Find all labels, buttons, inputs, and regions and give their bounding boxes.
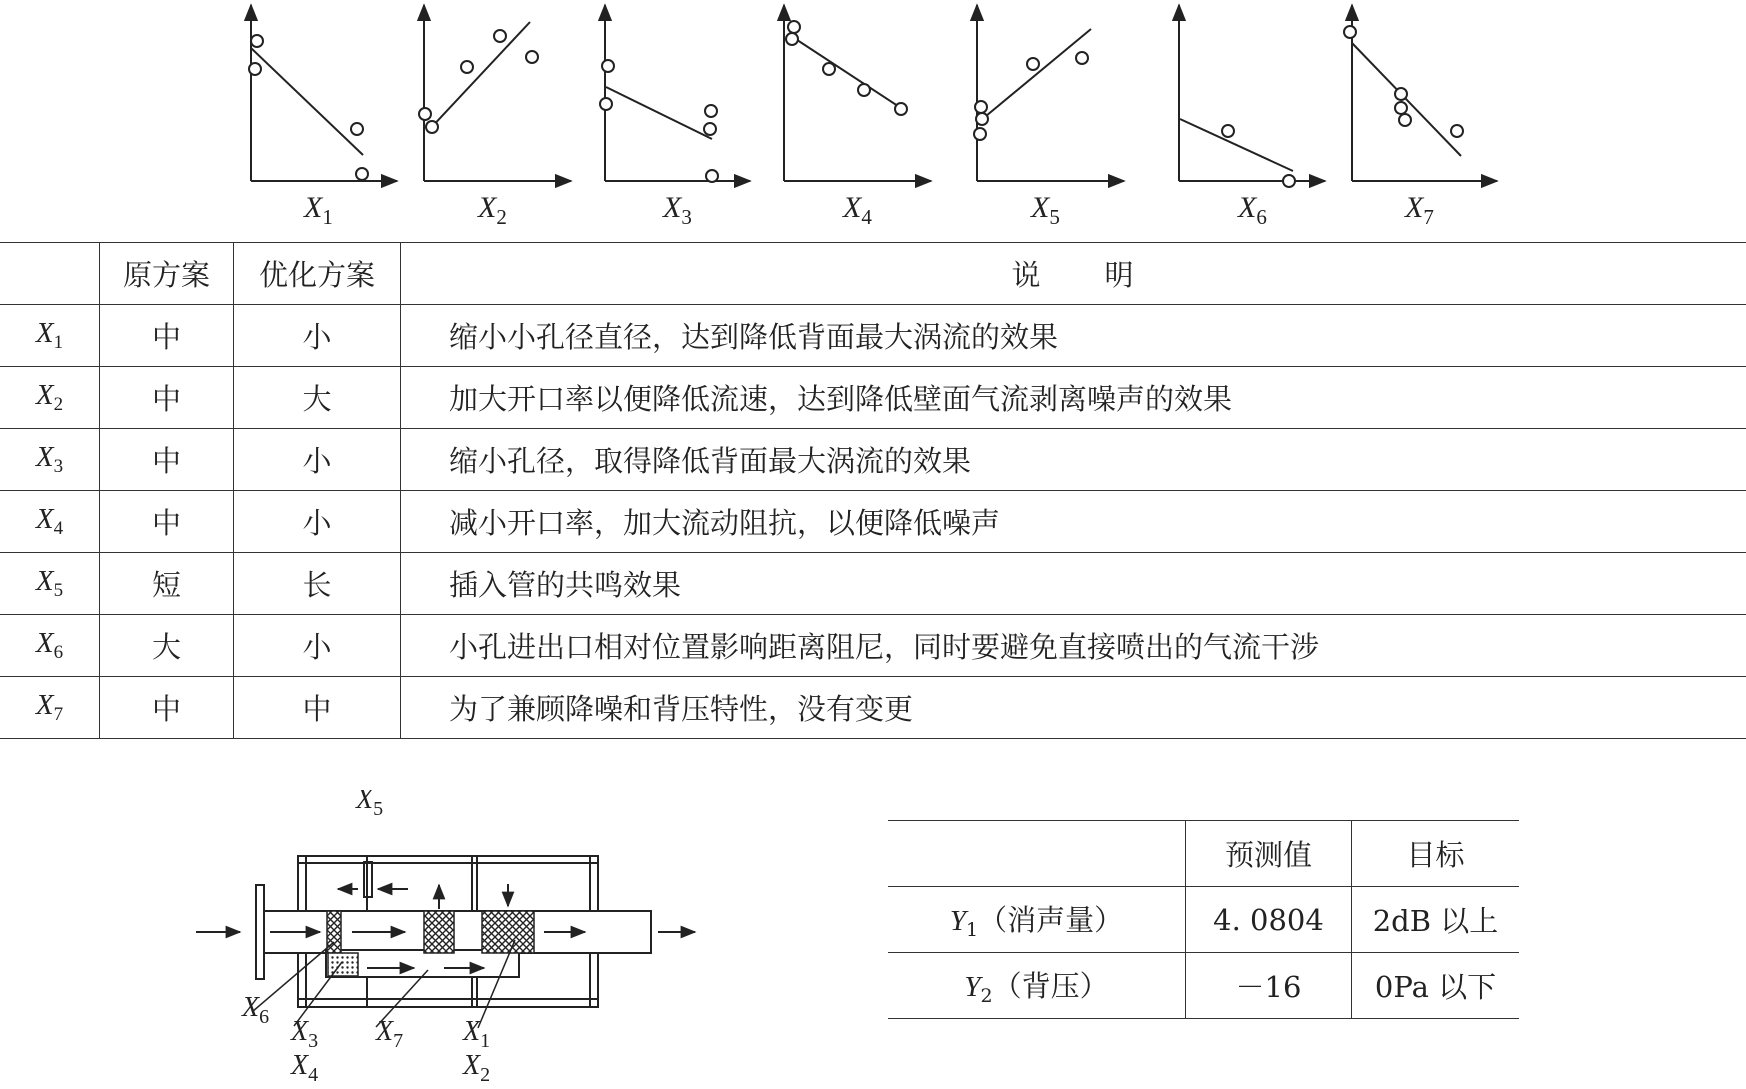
header-optimized: 优化方案	[234, 243, 401, 305]
result-predicted: 4. 0804	[1186, 887, 1352, 953]
result-target: 0Pa 以下	[1352, 953, 1520, 1019]
row-optimized: 大	[234, 367, 401, 429]
data-point	[1283, 175, 1295, 187]
data-point	[251, 35, 263, 47]
data-point	[976, 113, 988, 125]
table-header-row	[0, 243, 1746, 305]
plot-x7	[1344, 5, 1497, 181]
result-target: 2dB 以上	[1352, 887, 1520, 953]
data-point	[494, 30, 506, 42]
prediction-header-row	[888, 821, 1519, 887]
row-original: 中	[100, 305, 234, 367]
plot-label-x2: $X_2$	[478, 191, 507, 229]
data-point	[1027, 58, 1039, 70]
data-point	[1399, 114, 1411, 126]
row-optimized: 小	[234, 429, 401, 491]
result-name: $Y_2$（背压）	[888, 953, 1186, 1019]
data-point	[602, 60, 614, 72]
data-point	[419, 108, 431, 120]
data-point	[975, 101, 987, 113]
table-row	[0, 677, 1746, 739]
data-point	[704, 123, 716, 135]
plot-label-x4: $X_4$	[843, 191, 872, 229]
data-point	[823, 63, 835, 75]
plot-label-x3: $X_3$	[663, 191, 692, 229]
row-optimized: 中	[234, 677, 401, 739]
row-variable: $X_5$	[0, 553, 100, 615]
muffler-diagram	[180, 790, 700, 1089]
row-variable: $X_7$	[0, 677, 100, 739]
row-description: 缩小小孔径直径，达到降低背面最大涡流的效果	[401, 305, 1746, 367]
row-original: 中	[100, 491, 234, 553]
data-point	[974, 128, 986, 140]
row-description: 小孔进出口相对位置影响距离阻尼，同时要避免直接喷出的气流干涉	[401, 615, 1746, 677]
data-point	[705, 105, 717, 117]
table-row	[888, 887, 1519, 953]
row-optimized: 小	[234, 305, 401, 367]
row-original: 中	[100, 367, 234, 429]
data-point	[351, 123, 363, 135]
row-original: 中	[100, 677, 234, 739]
table-row	[0, 491, 1746, 553]
result-predicted: －16	[1186, 953, 1352, 1019]
row-optimized: 小	[234, 615, 401, 677]
data-point	[600, 98, 612, 110]
result-name: $Y_1$（消声量）	[888, 887, 1186, 953]
plot-x5	[974, 5, 1124, 181]
diagram-label-x1: $X_1$	[463, 1016, 491, 1052]
row-description: 减小开口率，加大流动阻抗，以便降低噪声	[401, 491, 1746, 553]
row-variable: $X_6$	[0, 615, 100, 677]
row-variable: $X_3$	[0, 429, 100, 491]
main-pipe	[264, 911, 651, 953]
data-point	[706, 170, 718, 182]
data-point	[1344, 26, 1356, 38]
row-description: 缩小孔径，取得降低背面最大涡流的效果	[401, 429, 1746, 491]
plot-x6	[1179, 5, 1325, 187]
diagram-label-x4: $X_4$	[291, 1050, 319, 1086]
plot-x4	[784, 5, 931, 181]
diagram-label-x7: $X_7$	[376, 1016, 404, 1052]
row-variable: $X_4$	[0, 491, 100, 553]
data-point	[426, 121, 438, 133]
table-row	[0, 615, 1746, 677]
perforated-section	[424, 911, 454, 953]
data-point	[1395, 88, 1407, 100]
perforated-x3	[328, 953, 358, 976]
diagram-label-x6: $X_6$	[242, 992, 270, 1028]
perforated-x1	[482, 911, 534, 953]
plot-x1	[249, 5, 397, 181]
header-description: 说 明	[401, 243, 1746, 305]
data-point	[858, 84, 870, 96]
data-point	[356, 168, 368, 180]
inlet-flange	[256, 885, 264, 979]
diagram-label-x3: $X_3$	[291, 1016, 319, 1052]
diagram-label-x5: $X_5$	[356, 790, 384, 820]
data-point	[249, 63, 261, 75]
plot-label-x6: $X_6$	[1238, 191, 1267, 229]
row-variable: $X_1$	[0, 305, 100, 367]
header-empty	[888, 821, 1186, 887]
data-point	[526, 51, 538, 63]
prediction-table	[888, 820, 1519, 1019]
header-target: 目标	[1352, 821, 1520, 887]
table-row	[0, 305, 1746, 367]
data-point	[788, 21, 800, 33]
effect-plots	[0, 0, 1746, 242]
row-description: 为了兼顾降噪和背压特性，没有变更	[401, 677, 1746, 739]
data-point	[461, 61, 473, 73]
data-point	[1395, 102, 1407, 114]
row-variable: $X_2$	[0, 367, 100, 429]
plot-label-x5: $X_5$	[1031, 191, 1060, 229]
header-original: 原方案	[100, 243, 234, 305]
plot-x3	[600, 5, 750, 182]
data-point	[1076, 52, 1088, 64]
table-row	[0, 367, 1746, 429]
row-original: 大	[100, 615, 234, 677]
data-point	[895, 103, 907, 115]
row-description: 插入管的共鸣效果	[401, 553, 1746, 615]
row-optimized: 长	[234, 553, 401, 615]
row-original: 短	[100, 553, 234, 615]
plot-label-x1: $X_1$	[304, 191, 333, 229]
diagram-label-x2: $X_2$	[463, 1050, 491, 1086]
header-empty	[0, 243, 100, 305]
table-row	[888, 953, 1519, 1019]
data-point	[1451, 125, 1463, 137]
plot-label-x7: $X_7$	[1405, 191, 1434, 229]
row-optimized: 小	[234, 491, 401, 553]
table-row	[0, 553, 1746, 615]
factor-table	[0, 242, 1746, 739]
row-description: 加大开口率以便降低流速，达到降低壁面气流剥离噪声的效果	[401, 367, 1746, 429]
table-row	[0, 429, 1746, 491]
data-point	[786, 33, 798, 45]
data-point	[1222, 125, 1234, 137]
plot-x2	[419, 5, 571, 181]
header-predicted: 预测值	[1186, 821, 1352, 887]
row-original: 中	[100, 429, 234, 491]
